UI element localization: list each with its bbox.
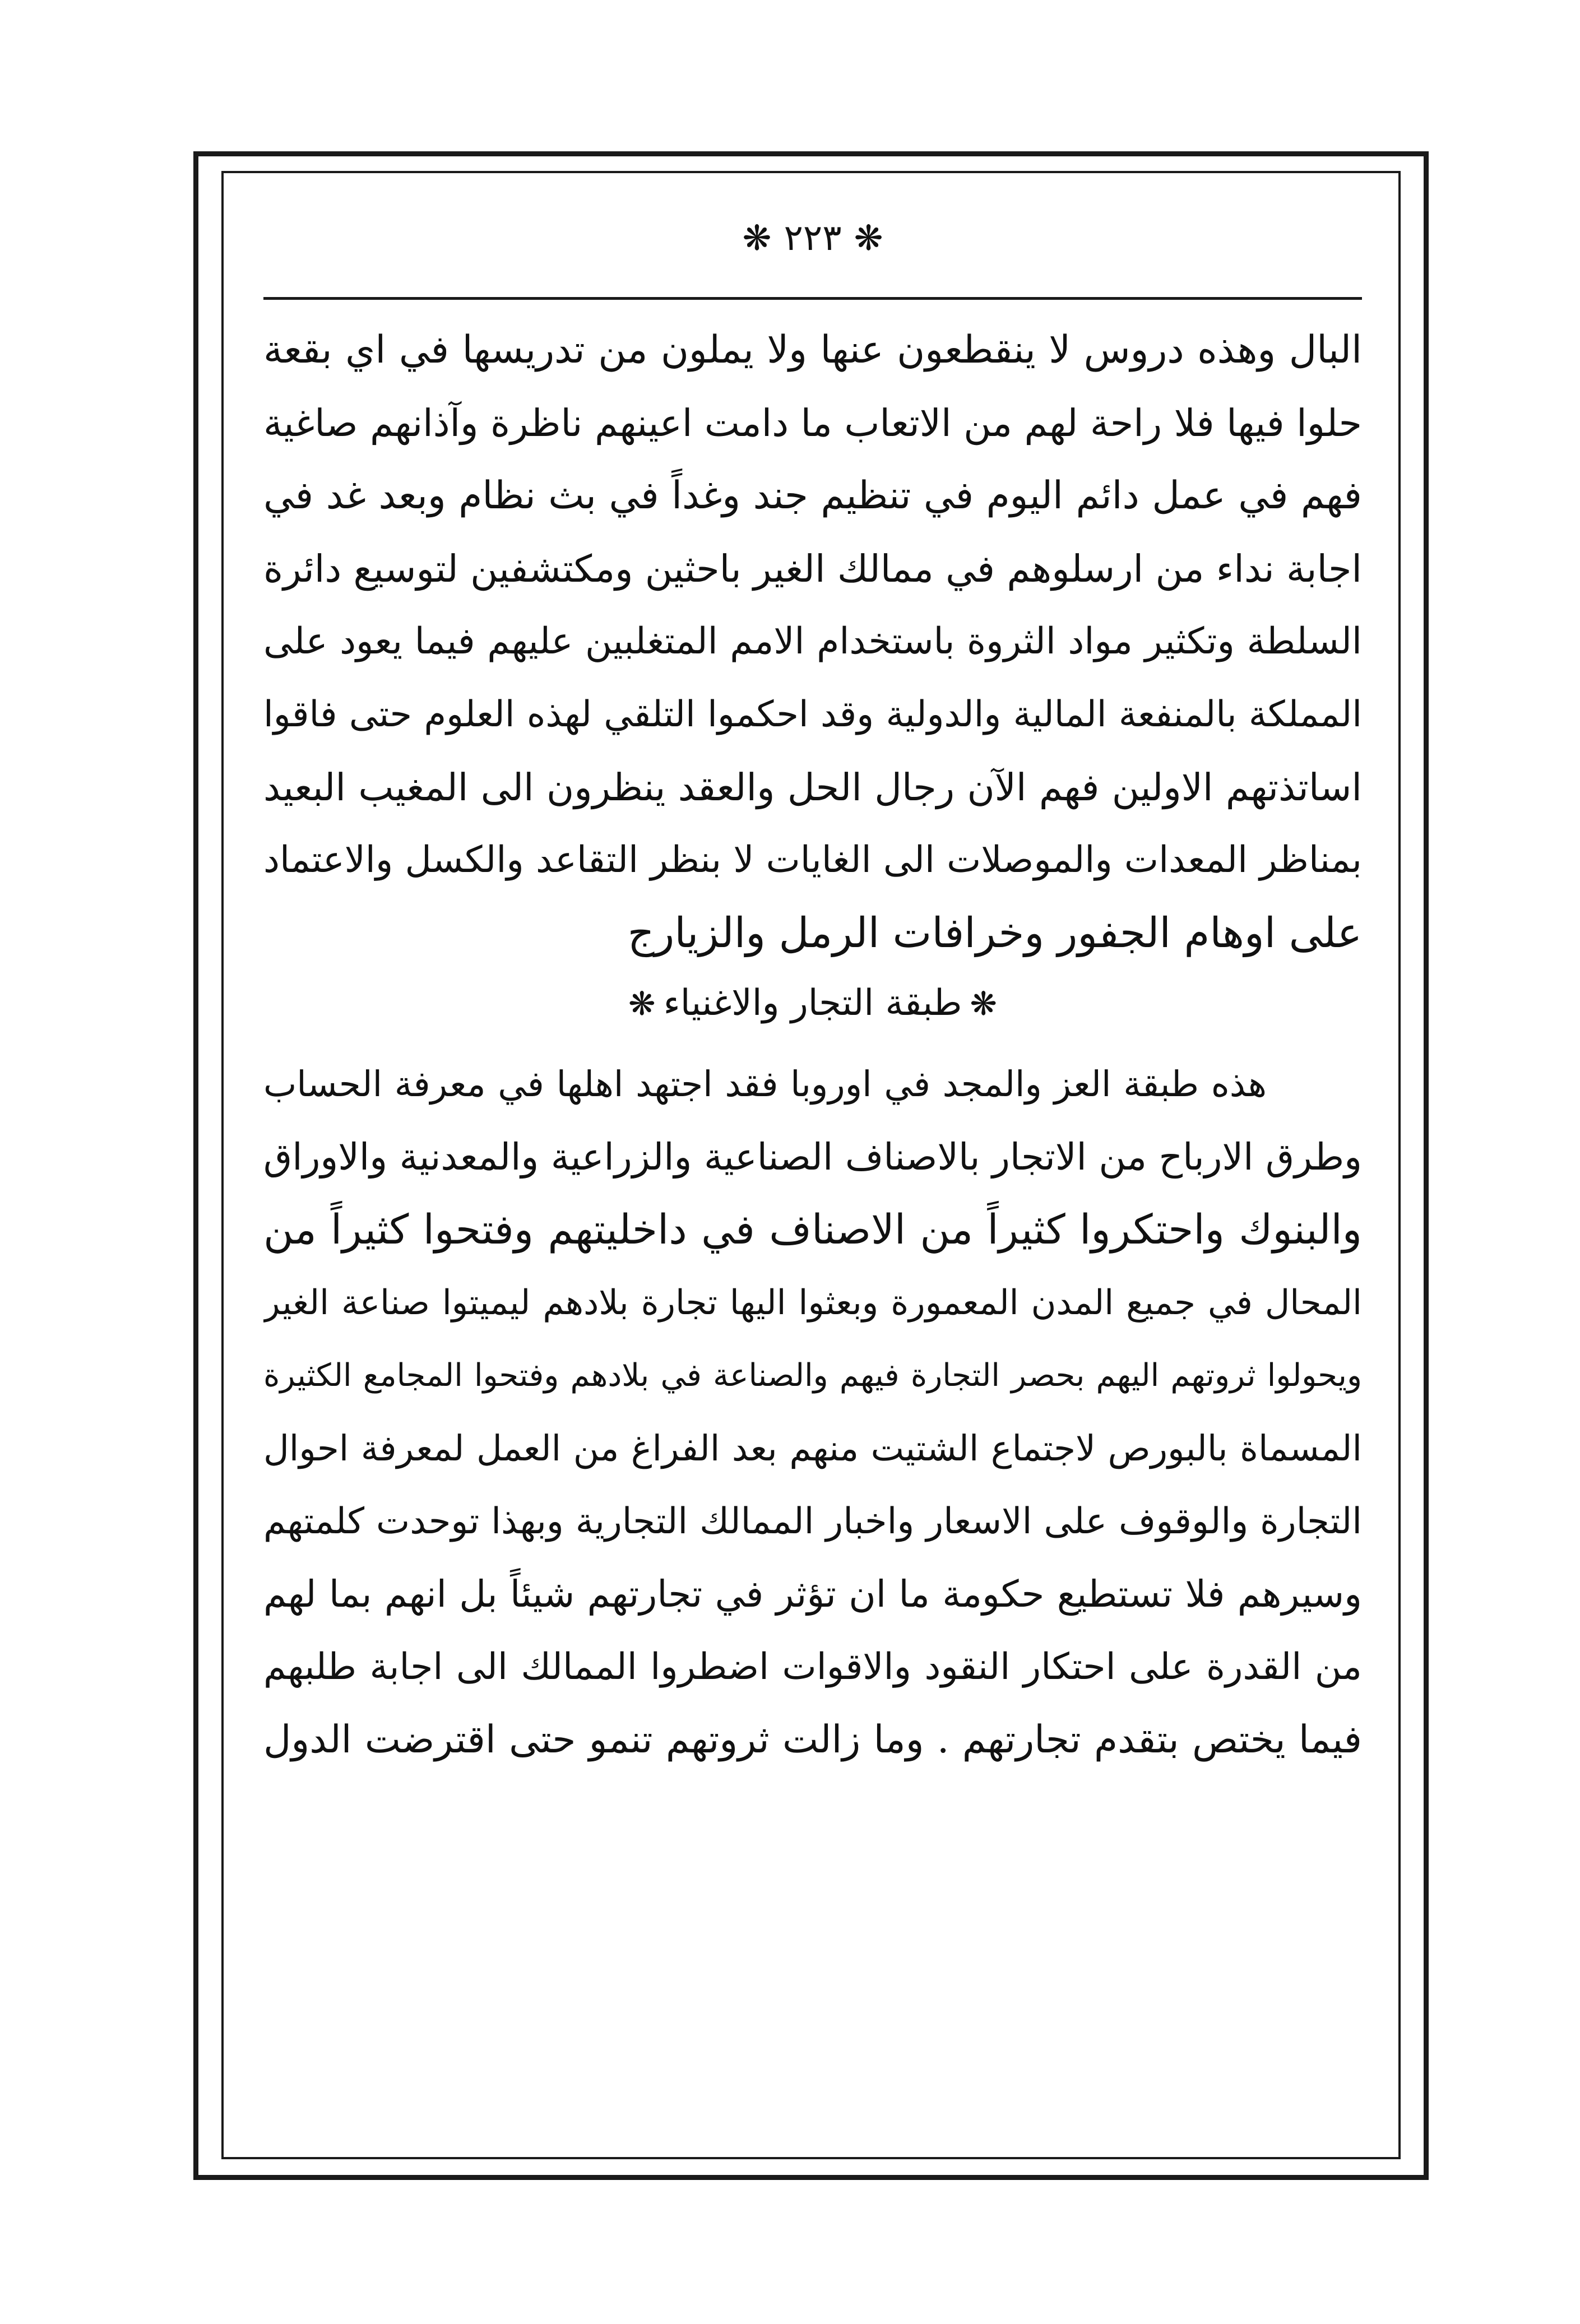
text-line: فهم في عمل دائم اليوم في تنظيم جند وغداً في بث نظام وبعد غد في: [263, 474, 1362, 518]
text-line: البال وهذه دروس لا ينقطعون عنها ولا يملون من تدريسها في اي بقعة: [263, 328, 1362, 372]
text-line: المملكة بالمنفعة المالية والدولية وقد احكموا التلقي لهذه العلوم حتى فاقوا: [263, 694, 1362, 735]
text-line: السلطة وتكثير مواد الثروة باستخدام الامم المتغلبين عليهم فيما يعود على: [263, 620, 1362, 662]
text-line: على اوهام الجفور وخرافات الرمل والزيارج: [627, 909, 1362, 957]
text-line: فيما يختص بتقدم تجارتهم . وما زالت ثروتهم تنمو حتى اقترضت الدول: [263, 1718, 1362, 1762]
text-line: والبنوك واحتكروا كثيراً من الاصناف في داخليتهم وفتحوا كثيراً من: [263, 1206, 1362, 1254]
page-number: ٢٢٣: [784, 217, 842, 259]
ornament-icon: ❋: [854, 217, 883, 258]
text-line: المحال في جميع المدن المعمورة وبعثوا اليها تجارة بلادهم ليميتوا صناعة الغير: [263, 1283, 1362, 1323]
page-header: [263, 207, 1362, 269]
section-heading: [263, 970, 1362, 1037]
text-line: من القدرة على احتكار النقود والاقوات اضطروا الممالك الى اجابة طلبهم: [263, 1646, 1362, 1688]
text-line: بمناظر المعدات والموصلات الى الغايات لا بنظر التقاعد والكسل والاعتماد: [263, 839, 1362, 881]
text-line: حلوا فيها فلا راحة لهم من الاتعاب ما دامت اعينهم ناظرة وآذانهم صاغية: [263, 401, 1362, 445]
ornament-icon: ❋: [628, 985, 656, 1023]
text-line: وطرق الارباح من الاتجار بالاصناف الصناعية والزراعية والمعدنية والاوراق: [263, 1135, 1362, 1179]
text-line: المسماة بالبورص لاجتماع الشتيت منهم بعد الفراغ من العمل لمعرفة احوال: [263, 1428, 1362, 1469]
text-line: اجابة نداء من ارسلوهم في ممالك الغير باحثين ومكتشفين لتوسيع دائرة: [263, 547, 1362, 591]
section-heading-text: طبقة التجار والاغنياء: [663, 982, 962, 1024]
ornament-icon: ❋: [970, 985, 998, 1023]
ornament-icon: ❋: [742, 217, 772, 258]
body-text: [263, 314, 1362, 2146]
text-line: ويحولوا ثروتهم اليهم بحصر التجارة فيهم والصناعة في بلادهم وفتحوا المجامع الكثيرة: [263, 1357, 1362, 1394]
text-line: وسيرهم فلا تستطيع حكومة ما ان تؤثر في تجارتهم شيئاً بل انهم بما لهم: [263, 1572, 1362, 1616]
text-line: هذه طبقة العز والمجد في اوروبا فقد اجتهد اهلها في معرفة الحساب: [263, 1064, 1267, 1105]
header-rule: [263, 297, 1362, 300]
text-line: التجارة والوقوف على الاسعار واخبار الممالك التجارية وبهذا توحدت كلمتهم: [263, 1501, 1362, 1542]
text-line: اساتذتهم الاولين فهم الآن رجال الحل والعقد ينظرون الى المغيب البعيد: [263, 766, 1362, 809]
